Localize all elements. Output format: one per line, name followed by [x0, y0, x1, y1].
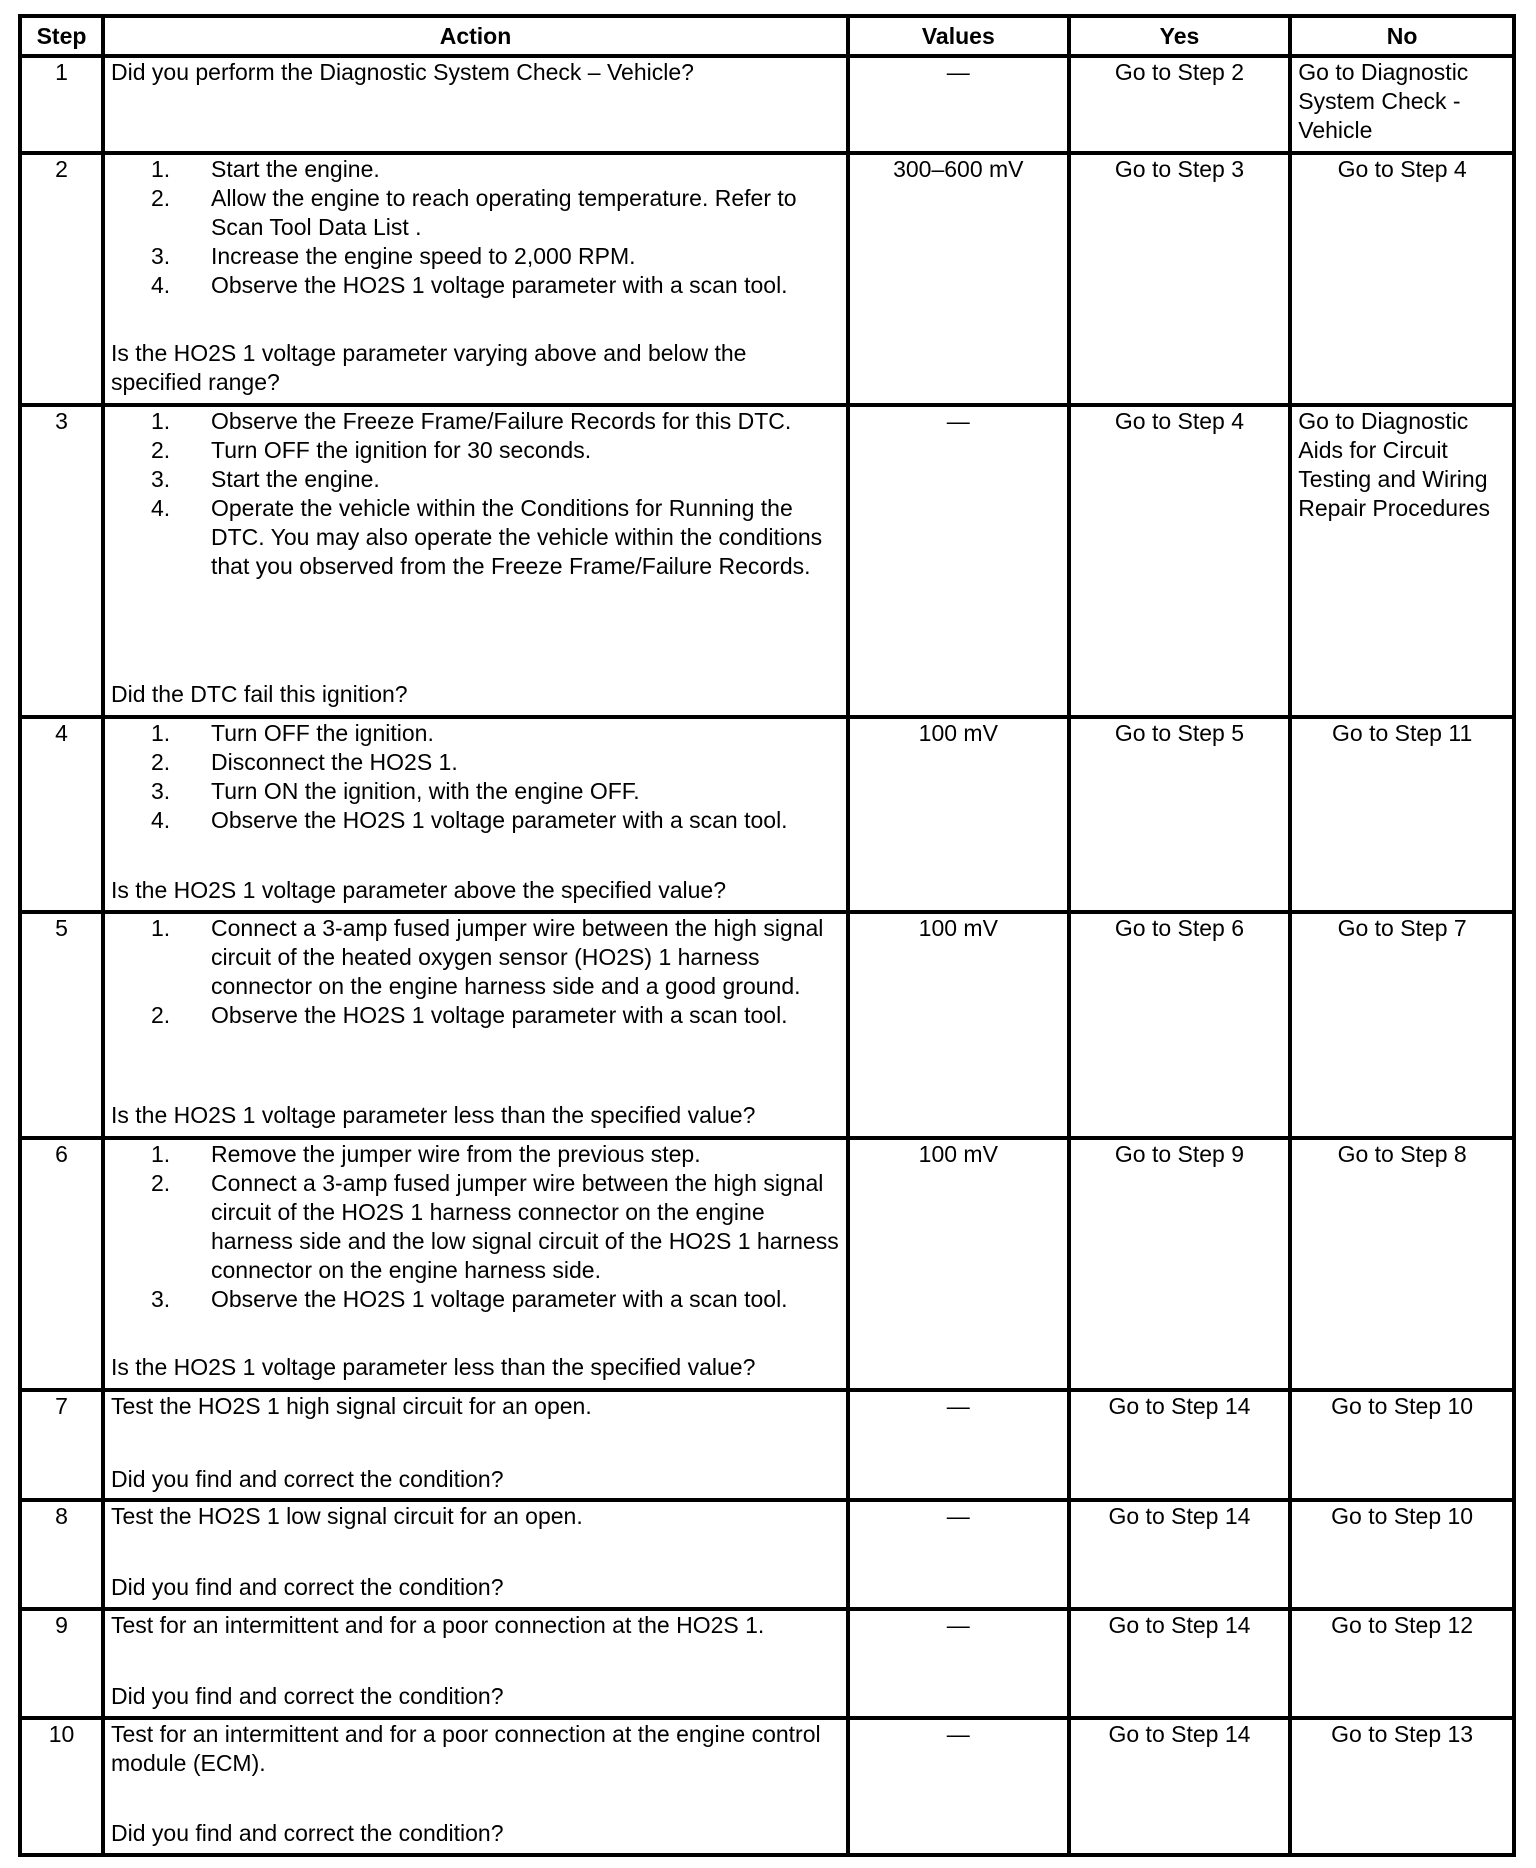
yes-cell: Go to Step 9 — [1069, 1138, 1291, 1390]
action-cell — [103, 912, 848, 1138]
no-cell: Go to Step 8 — [1290, 1138, 1514, 1390]
action-step-item — [111, 914, 840, 1001]
action-steps — [111, 719, 840, 835]
step-item-number: 2. — [151, 748, 171, 775]
action-cell — [103, 1609, 848, 1718]
yes-cell: Go to Step 2 — [1069, 56, 1291, 153]
action-cell — [103, 56, 848, 153]
step-number: 4 — [20, 717, 103, 912]
yes-cell: Go to Step 4 — [1069, 405, 1291, 717]
step-item-number: 3. — [151, 465, 171, 492]
action-step-item — [111, 184, 840, 242]
values-cell: 100 mV — [848, 717, 1069, 912]
step-item-text: Observe the HO2S 1 voltage parameter with a scan tool. — [211, 806, 788, 833]
action-step-item — [111, 271, 840, 300]
action-cell — [103, 405, 848, 717]
action-step-item — [111, 719, 840, 748]
step-item-text: Connect a 3-amp fused jumper wire between the high signal circuit of the heated oxygen sensor (HO2S) 1 harness connector on the engine harness side and a good ground. — [211, 915, 824, 1000]
table-row — [20, 1609, 1514, 1718]
table-row — [20, 912, 1514, 1138]
action-step-item — [111, 1169, 840, 1285]
no-cell: Go to Step 10 — [1290, 1500, 1514, 1609]
action-step-item — [111, 436, 840, 465]
values-cell: — — [848, 1500, 1069, 1609]
table-row — [20, 1138, 1514, 1390]
step-item-text: Turn ON the ignition, with the engine OFF. — [211, 777, 640, 804]
step-number: 5 — [20, 912, 103, 1138]
step-item-text: Observe the HO2S 1 voltage parameter with a scan tool. — [211, 271, 788, 298]
action-step-item — [111, 494, 840, 581]
table-row — [20, 1718, 1514, 1855]
no-cell: Go to Step 12 — [1290, 1609, 1514, 1718]
step-number: 3 — [20, 405, 103, 717]
values-cell: — — [848, 1718, 1069, 1855]
diagnostic-table — [18, 14, 1516, 1857]
step-item-number: 2. — [151, 1169, 171, 1196]
step-item-number: 1. — [151, 407, 171, 434]
action-step-item — [111, 155, 840, 184]
header-values: Values — [848, 16, 1069, 56]
action-step-item — [111, 407, 840, 436]
step-number: 10 — [20, 1718, 103, 1855]
step-item-text: Increase the engine speed to 2,000 RPM. — [211, 242, 636, 269]
no-cell: Go to Diagnostic System Check - Vehicle — [1290, 56, 1514, 153]
action-steps — [111, 1140, 840, 1314]
action-step-item — [111, 1140, 840, 1169]
action-steps — [111, 155, 840, 300]
action-cell — [103, 717, 848, 912]
action-step-item — [111, 465, 840, 494]
action-cell — [103, 1500, 848, 1609]
action-intro: Test the HO2S 1 low signal circuit for an open. — [111, 1503, 583, 1530]
step-item-text: Connect a 3-amp fused jumper wire between the high signal circuit of the HO2S 1 harness connector on the engine harness side and the low signal circuit of the HO2S 1 harness connector on the engine harness side. — [211, 1169, 839, 1283]
step-item-text: Observe the HO2S 1 voltage parameter with a scan tool. — [211, 1002, 788, 1029]
yes-cell: Go to Step 6 — [1069, 912, 1291, 1138]
step-item-number: 3. — [151, 777, 171, 804]
step-number: 6 — [20, 1138, 103, 1390]
action-intro: Test for an intermittent and for a poor connection at the HO2S 1. — [111, 1612, 765, 1639]
yes-cell: Go to Step 14 — [1069, 1500, 1291, 1609]
action-question: Is the HO2S 1 voltage parameter less than the specified value? — [111, 1102, 756, 1129]
action-question: Did you find and correct the condition? — [111, 1683, 504, 1710]
no-cell: Go to Step 10 — [1290, 1390, 1514, 1501]
action-step-item — [111, 748, 840, 777]
no-cell: Go to Step 11 — [1290, 717, 1514, 912]
step-number: 2 — [20, 153, 103, 405]
step-item-text: Start the engine. — [211, 465, 380, 492]
table-row — [20, 717, 1514, 912]
header-yes: Yes — [1069, 16, 1291, 56]
step-item-number: 2. — [151, 1002, 171, 1029]
values-cell: — — [848, 405, 1069, 717]
action-cell — [103, 1138, 848, 1390]
step-item-number: 3. — [151, 1285, 171, 1312]
action-question: Did you perform the Diagnostic System Check – Vehicle? — [111, 59, 694, 85]
table-row — [20, 153, 1514, 405]
step-item-number: 1. — [151, 915, 171, 942]
table-row — [20, 405, 1514, 717]
yes-cell: Go to Step 14 — [1069, 1718, 1291, 1855]
action-cell — [103, 1718, 848, 1855]
step-number: 1 — [20, 56, 103, 153]
step-item-number: 2. — [151, 184, 171, 211]
header-row — [20, 16, 1514, 56]
table-row — [20, 1500, 1514, 1609]
step-item-number: 1. — [151, 719, 171, 746]
step-item-text: Operate the vehicle within the Conditions for Running the DTC. You may also operate the vehicle within the conditions that you observed from the Freeze Frame/Failure Records. — [211, 494, 823, 579]
action-question: Did you find and correct the condition? — [111, 1574, 504, 1601]
step-item-number: 4. — [151, 271, 171, 298]
values-cell: — — [848, 1609, 1069, 1718]
action-intro: Test for an intermittent and for a poor connection at the engine control module (ECM). — [111, 1720, 821, 1776]
action-question: Did you find and correct the condition? — [111, 1465, 504, 1492]
step-item-number: 3. — [151, 242, 171, 269]
step-item-number: 2. — [151, 436, 171, 463]
values-cell: 100 mV — [848, 1138, 1069, 1390]
action-steps — [111, 914, 840, 1030]
header-action: Action — [103, 16, 848, 56]
header-step: Step — [20, 16, 103, 56]
no-cell: Go to Step 13 — [1290, 1718, 1514, 1855]
step-item-text: Observe the HO2S 1 voltage parameter with a scan tool. — [211, 1285, 788, 1312]
step-number: 7 — [20, 1390, 103, 1501]
header-no: No — [1290, 16, 1514, 56]
action-question: Did you find and correct the condition? — [111, 1819, 504, 1846]
values-cell: — — [848, 56, 1069, 153]
action-question: Is the HO2S 1 voltage parameter varying above and below the specified range? — [111, 339, 747, 395]
table-row — [20, 1390, 1514, 1501]
action-question: Did the DTC fail this ignition? — [111, 680, 408, 707]
step-item-text: Start the engine. — [211, 155, 380, 182]
table-row — [20, 56, 1514, 153]
action-step-item — [111, 242, 840, 271]
values-cell: 300–600 mV — [848, 153, 1069, 405]
action-step-item — [111, 1285, 840, 1314]
action-step-item — [111, 1001, 840, 1030]
no-cell: Go to Step 4 — [1290, 153, 1514, 405]
yes-cell: Go to Step 14 — [1069, 1609, 1291, 1718]
step-item-text: Turn OFF the ignition for 30 seconds. — [211, 436, 592, 463]
action-step-item — [111, 806, 840, 835]
action-question: Is the HO2S 1 voltage parameter above the specified value? — [111, 876, 726, 903]
action-cell — [103, 1390, 848, 1501]
action-steps — [111, 407, 840, 581]
step-item-text: Remove the jumper wire from the previous step. — [211, 1140, 701, 1167]
no-cell: Go to Step 7 — [1290, 912, 1514, 1138]
step-item-text: Allow the engine to reach operating temperature. Refer to Scan Tool Data List . — [211, 184, 797, 240]
action-step-item — [111, 777, 840, 806]
step-item-number: 1. — [151, 1140, 171, 1167]
values-cell: — — [848, 1390, 1069, 1501]
step-item-text: Disconnect the HO2S 1. — [211, 748, 458, 775]
action-intro: Test the HO2S 1 high signal circuit for an open. — [111, 1392, 592, 1419]
yes-cell: Go to Step 3 — [1069, 153, 1291, 405]
step-number: 9 — [20, 1609, 103, 1718]
no-cell: Go to Diagnostic Aids for Circuit Testing and Wiring Repair Procedures — [1290, 405, 1514, 717]
step-number: 8 — [20, 1500, 103, 1609]
action-question: Is the HO2S 1 voltage parameter less than the specified value? — [111, 1353, 756, 1380]
step-item-number: 4. — [151, 806, 171, 833]
step-item-number: 1. — [151, 155, 171, 182]
yes-cell: Go to Step 14 — [1069, 1390, 1291, 1501]
yes-cell: Go to Step 5 — [1069, 717, 1291, 912]
action-cell — [103, 153, 848, 405]
step-item-number: 4. — [151, 494, 171, 521]
step-item-text: Turn OFF the ignition. — [211, 719, 434, 746]
values-cell: 100 mV — [848, 912, 1069, 1138]
step-item-text: Observe the Freeze Frame/Failure Records for this DTC. — [211, 407, 792, 434]
